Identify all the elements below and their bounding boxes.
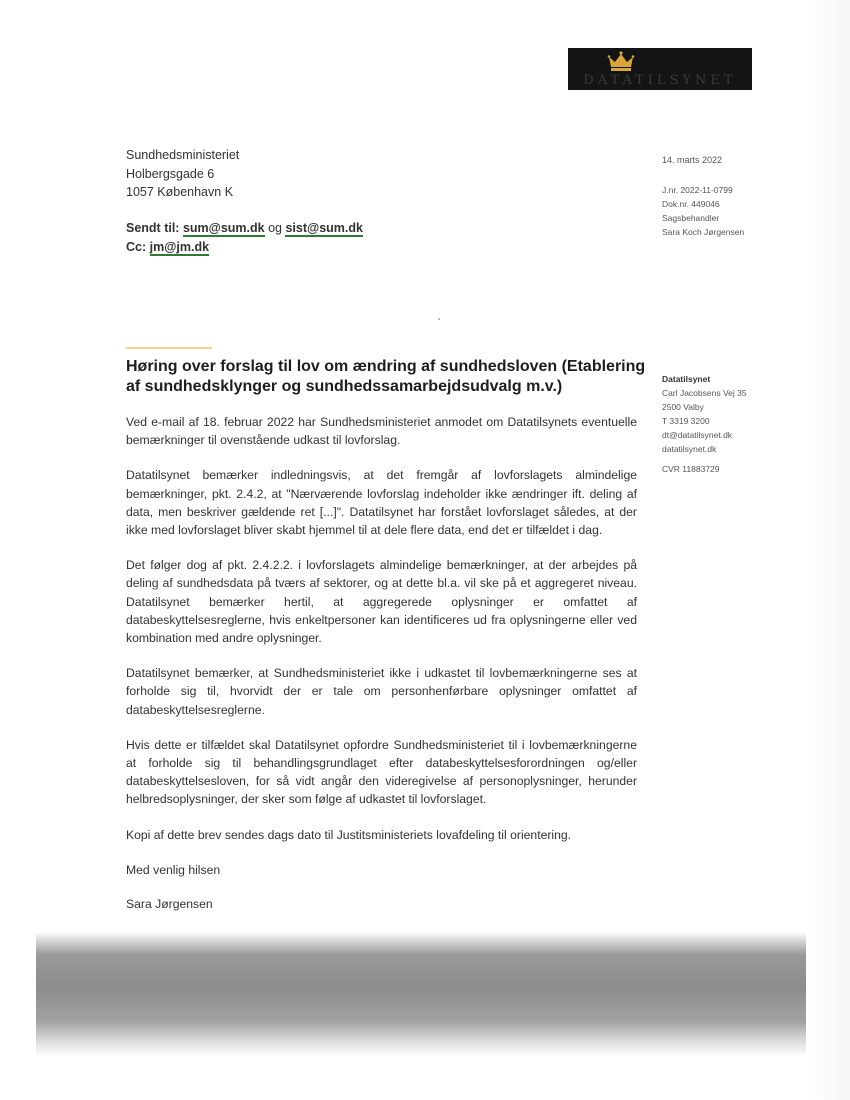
sender-street: Carl Jacobsens Vej 35 [662, 388, 747, 398]
scan-shadow [36, 932, 806, 1057]
case-handler-label: Sagsbehandler [662, 213, 720, 223]
letter-heading: Høring over forslag til lov om ændring af sundhedsloven (Etablering af sundhedsklynger og sundhedssamarbejdsudvalg m.v.) [126, 358, 646, 395]
email-link-sist[interactable]: sist@sum.dk [285, 221, 363, 235]
sent-to-conj: og [268, 221, 282, 235]
sender-city: 2500 Valby [662, 402, 704, 412]
recipient-name: Sundhedsministeriet [126, 148, 240, 162]
body-paragraph: Hvis dette er tilfældet skal Datatilsynet opfordre Sundhedsministeriet til i lovbemærkningerne at forholde sig til behandlingsgrundlaget efter databeskyttelsesforordningen og/eller databeskyttelsesloven, for så vidt angår den videregivelse af personoplysninger, herunder helbredsoplysninger, der sker som følge af udkastet til lovforslaget. [126, 737, 637, 807]
body-paragraph: Ved e-mail af 18. februar 2022 har Sundhedsministeriet anmodet om Datatilsynets eventuelle bemærkninger til ovenstående udkast til lovforslag. [126, 415, 637, 448]
sender-web[interactable]: datatilsynet.dk [662, 444, 717, 454]
sent-to-block [126, 219, 363, 256]
scan-edge-shadow [806, 0, 850, 1100]
email-link-sum[interactable]: sum@sum.dk [182, 221, 265, 235]
accent-divider [126, 347, 212, 349]
crown-icon [607, 51, 635, 73]
letter-date: 14. marts 2022 [662, 155, 723, 165]
letter-meta [662, 153, 744, 239]
sender-email[interactable]: dt@datatilsynet.dk [662, 430, 733, 440]
sender-info [662, 372, 747, 476]
body-paragraph: Det følger dog af pkt. 2.4.2.2. i lovforslagets almindelige bemærkninger, at der arbejdes på deling af sundhedsdata på tværs af sektorer, og at dette bl.a. vil ske på et aggregeret niveau. Datatilsynet bemærker hertil, at aggregerede oplysninger er omfattet af databeskyttelsesreglerne, hvis enkeltpersoner kan identificeres ud fra oplysningerne eller ved kombination med andre oplysninger. [126, 558, 637, 646]
body-paragraph: Datatilsynet bemærker indledningsvis, at det fremgår af lovforslagets almindelige bemærkninger, pkt. 2.4.2, at "Nærværende lovforslag indeholder ikke ændringer ift. deling af data, men beskriver gældende ret [...]". Datatilsynet har forstået lovforslaget således, at der ikke med lovforslaget bliver skabt hjemmel til at dele flere data, end det er tilfældet i dag. [126, 468, 637, 538]
sent-to-label: Sendt til: [126, 221, 180, 235]
letter-body [126, 413, 637, 929]
recipient-street: Holbergsgade 6 [126, 166, 215, 181]
recipient-city: 1057 København K [126, 185, 234, 199]
body-paragraph: Datatilsynet bemærker, at Sundhedsministeriet ikke i udkastet til lovbemærkningerne ses at forholde sig til, hvorvidt der er tale om personhenførbare oplysninger omfattet af databeskyttelsesreglerne. [126, 666, 637, 717]
document-number: Dok.nr. 449046 [662, 199, 720, 209]
recipient-address [126, 146, 239, 202]
logo-text: DATATILSYNET [583, 74, 737, 88]
closing-text: Med venlig hilsen [126, 862, 221, 877]
case-handler-name: Sara Koch Jørgensen [662, 227, 745, 237]
sender-cvr: CVR 11883729 [662, 464, 720, 474]
cc-label: Cc: [126, 239, 147, 254]
journal-number: J.nr. 2022-11-0799 [662, 185, 733, 195]
body-paragraph: Kopi af dette brev sendes dags dato til Justitsministeriets lovafdeling til orientering. [126, 827, 572, 842]
scan-speck [438, 318, 440, 320]
datatilsynet-logo [568, 48, 752, 90]
sender-phone: T 3319 3200 [662, 416, 710, 426]
sender-org: Datatilsynet [662, 374, 711, 384]
signature-name: Sara Jørgensen [126, 897, 213, 912]
email-link-jm[interactable]: jm@jm.dk [149, 239, 210, 254]
